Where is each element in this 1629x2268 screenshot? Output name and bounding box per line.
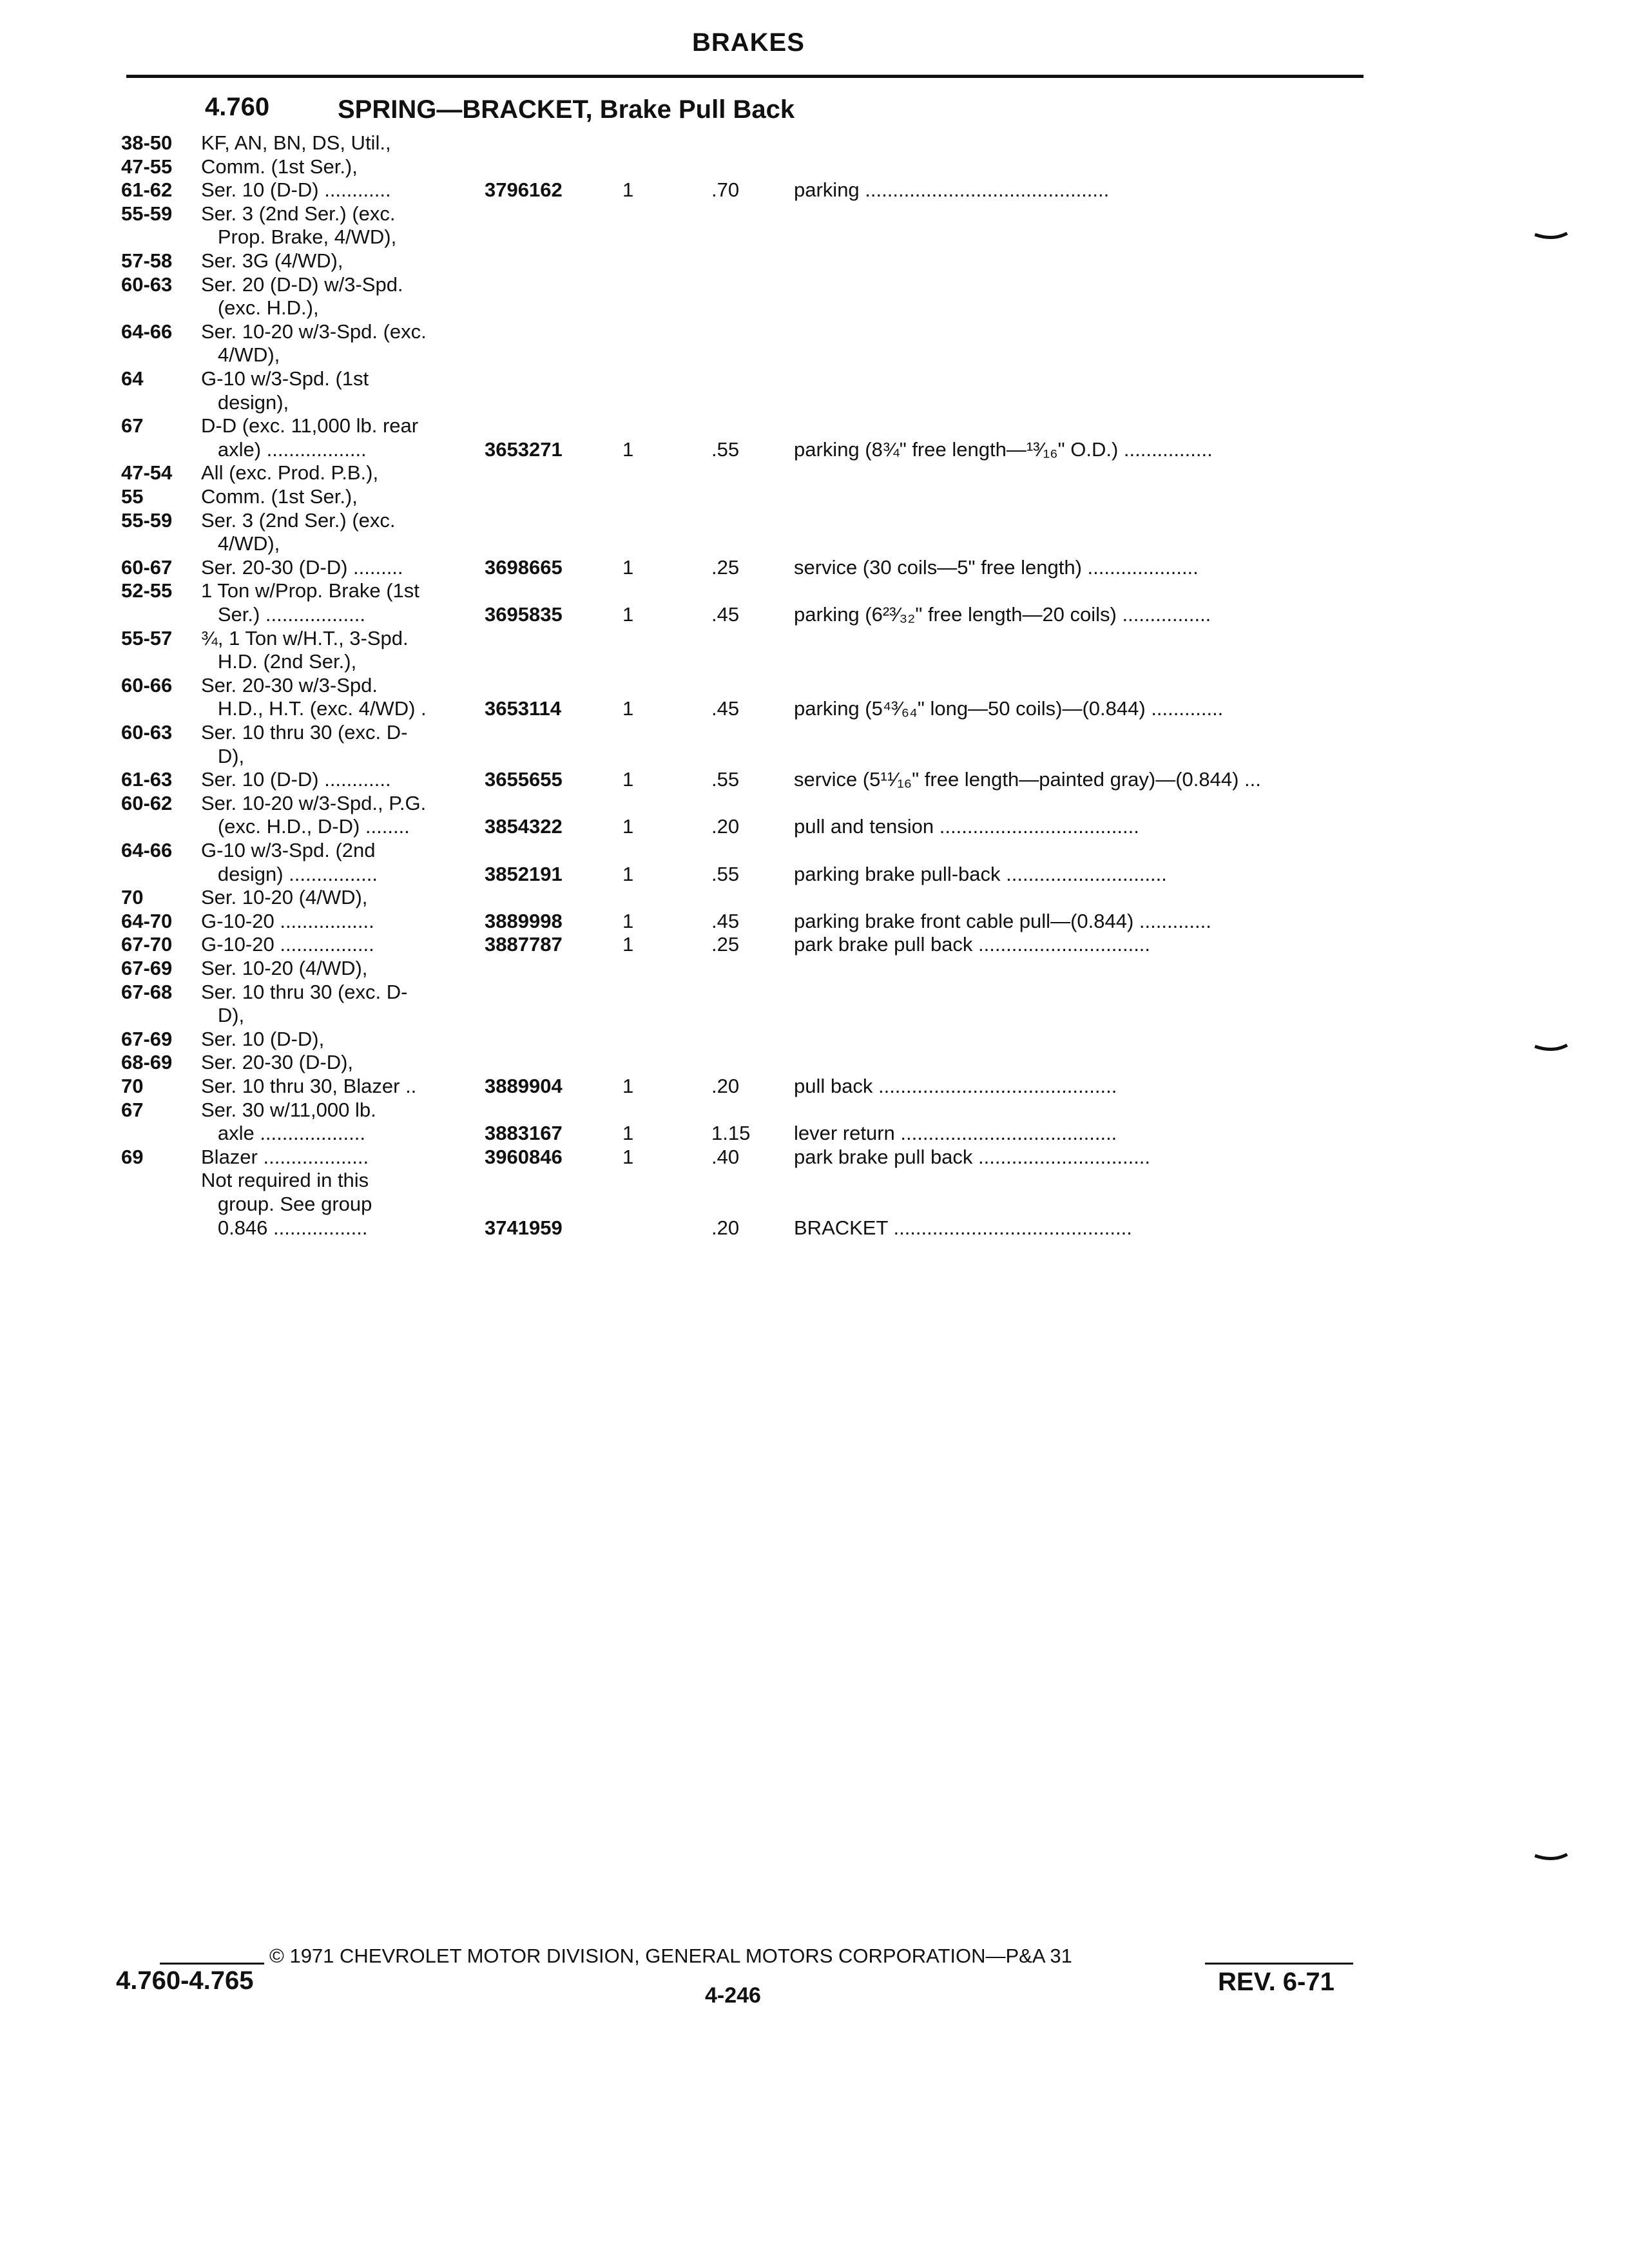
page-header-title: BRAKES — [692, 28, 805, 57]
row-price: .45 — [711, 603, 740, 626]
row-year: 47-55 — [121, 155, 173, 178]
row-application: D), — [201, 745, 245, 767]
section-title: SPRING—BRACKET, Brake Pull Back — [338, 95, 795, 124]
row-quantity: 1 — [622, 603, 634, 626]
row-application: group. See group — [201, 1193, 372, 1215]
row-application: Prop. Brake, 4/WD), — [201, 226, 397, 248]
row-quantity: 1 — [622, 178, 634, 201]
row-year: 55-59 — [121, 202, 173, 225]
row-year: 70 — [121, 1075, 144, 1097]
row-application: (exc. H.D.), — [201, 296, 319, 319]
row-description: parking (8¾" free length—¹³⁄₁₆" O.D.) ................ — [794, 438, 1213, 461]
row-application: (exc. H.D., D-D) ........ — [201, 815, 410, 838]
row-part-number: 3741959 — [485, 1216, 563, 1239]
footer-page-number: 4-246 — [705, 1983, 761, 2008]
row-application: ¾, 1 Ton w/H.T., 3-Spd. — [201, 627, 409, 649]
row-quantity: 1 — [622, 438, 634, 461]
row-application: KF, AN, BN, DS, Util., — [201, 131, 391, 154]
row-application: axle) .................. — [201, 438, 367, 461]
row-part-number: 3854322 — [485, 815, 563, 838]
row-description: service (30 coils—5" free length) .................... — [794, 556, 1199, 579]
row-year: 55-57 — [121, 627, 173, 649]
row-price: .55 — [711, 438, 740, 461]
row-application: Ser. 30 w/11,000 lb. — [201, 1099, 376, 1121]
row-part-number: 3887787 — [485, 933, 563, 956]
row-part-number: 3889998 — [485, 910, 563, 932]
footer-rule-right — [1205, 1963, 1353, 1965]
row-part-number: 3653114 — [485, 697, 561, 720]
footer-revision: REV. 6-71 — [1218, 1968, 1335, 1996]
row-part-number: 3889904 — [485, 1075, 563, 1097]
row-quantity: 1 — [622, 556, 634, 579]
footer-rule-left — [160, 1963, 264, 1965]
row-year: 67 — [121, 1099, 144, 1121]
row-application: Blazer ................... — [201, 1146, 369, 1168]
row-application: Ser. 10 thru 30 (exc. D- — [201, 721, 408, 744]
row-year: 67-69 — [121, 957, 173, 979]
row-year: 68-69 — [121, 1051, 173, 1073]
row-description: BRACKET ........................................... — [794, 1216, 1132, 1239]
row-application: axle ................... — [201, 1122, 365, 1144]
row-description: parking brake front cable pull—(0.844) ............. — [794, 910, 1211, 932]
row-application: Ser. 20-30 (D-D) ......... — [201, 556, 403, 579]
row-quantity: 1 — [622, 697, 634, 720]
row-part-number: 3852191 — [485, 863, 563, 885]
row-quantity: 1 — [622, 933, 634, 956]
row-application: Ser. 10-20 (4/WD), — [201, 886, 368, 908]
row-year: 38-50 — [121, 131, 173, 154]
row-price: .45 — [711, 910, 740, 932]
row-year: 64-66 — [121, 839, 173, 861]
row-year: 67 — [121, 414, 144, 437]
row-application: G-10-20 ................. — [201, 910, 374, 932]
row-part-number: 3796162 — [485, 178, 563, 201]
row-part-number: 3960846 — [485, 1146, 563, 1168]
row-application: D-D (exc. 11,000 lb. rear — [201, 414, 419, 437]
margin-tick-mark — [1534, 1044, 1568, 1054]
row-year: 57-58 — [121, 249, 173, 272]
row-description: service (5¹¹⁄₁₆" free length—painted gray)—(0.844) ... — [794, 768, 1261, 791]
row-application: H.D. (2nd Ser.), — [201, 650, 357, 673]
row-part-number: 3653271 — [485, 438, 563, 461]
row-application: Ser. 10-20 w/3-Spd. (exc. — [201, 320, 427, 343]
row-application: Ser. 3 (2nd Ser.) (exc. — [201, 509, 396, 532]
row-quantity: 1 — [622, 863, 634, 885]
row-quantity: 1 — [622, 1075, 634, 1097]
row-price: .55 — [711, 863, 740, 885]
margin-tick-mark — [1534, 1853, 1568, 1863]
row-year: 67-70 — [121, 933, 173, 956]
row-year: 69 — [121, 1146, 144, 1168]
row-application: Ser. 10 (D-D) ............ — [201, 178, 391, 201]
row-application: G-10-20 ................. — [201, 933, 374, 956]
row-application: Ser. 3 (2nd Ser.) (exc. — [201, 202, 396, 225]
row-application: Ser. 10 (D-D) ............ — [201, 768, 391, 791]
row-year: 60-63 — [121, 721, 173, 744]
row-application: Ser. 10 (D-D), — [201, 1028, 325, 1050]
row-application: Ser. 20-30 (D-D), — [201, 1051, 354, 1073]
row-year: 60-63 — [121, 273, 173, 296]
row-application: Ser. 3G (4/WD), — [201, 249, 343, 272]
row-description: parking (5⁴³⁄₆₄" long—50 coils)—(0.844) ............. — [794, 697, 1224, 720]
row-price: .25 — [711, 933, 740, 956]
row-application: 4/WD), — [201, 343, 280, 366]
row-application: Ser. 20-30 w/3-Spd. — [201, 674, 378, 697]
row-application: Ser. 20 (D-D) w/3-Spd. — [201, 273, 403, 296]
row-year: 61-63 — [121, 768, 173, 791]
row-year: 67-68 — [121, 981, 173, 1003]
row-application: Comm. (1st Ser.), — [201, 155, 358, 178]
row-application: G-10 w/3-Spd. (1st — [201, 367, 369, 390]
row-year: 70 — [121, 886, 144, 908]
row-description: pull and tension .................................... — [794, 815, 1139, 838]
row-year: 60-67 — [121, 556, 173, 579]
row-application: Not required in this — [201, 1169, 369, 1191]
row-application: 4/WD), — [201, 532, 280, 555]
row-price: 1.15 — [711, 1122, 751, 1144]
margin-tick-mark — [1534, 232, 1568, 242]
row-quantity: 1 — [622, 815, 634, 838]
row-price: .20 — [711, 815, 740, 838]
row-application: design) ................ — [201, 863, 378, 885]
row-application: Ser. 10 thru 30, Blazer .. — [201, 1075, 417, 1097]
row-application: Ser. 10-20 (4/WD), — [201, 957, 368, 979]
row-price: .20 — [711, 1216, 740, 1239]
header-rule — [126, 75, 1364, 78]
row-application: Ser. 10 thru 30 (exc. D- — [201, 981, 408, 1003]
row-price: .20 — [711, 1075, 740, 1097]
row-description: parking (6²³⁄₃₂" free length—20 coils) ................ — [794, 603, 1211, 626]
row-year: 52-55 — [121, 579, 173, 602]
row-year: 47-54 — [121, 461, 173, 484]
row-year: 55 — [121, 485, 144, 508]
row-year: 64-70 — [121, 910, 173, 932]
row-price: .55 — [711, 768, 740, 791]
row-part-number: 3698665 — [485, 556, 563, 579]
row-price: .70 — [711, 178, 740, 201]
row-year: 64-66 — [121, 320, 173, 343]
row-part-number: 3695835 — [485, 603, 563, 626]
row-part-number: 3883167 — [485, 1122, 563, 1144]
row-quantity: 1 — [622, 1146, 634, 1168]
row-description: lever return ....................................... — [794, 1122, 1117, 1144]
row-application: G-10 w/3-Spd. (2nd — [201, 839, 376, 861]
row-price: .25 — [711, 556, 740, 579]
row-application: Ser. 10-20 w/3-Spd., P.G. — [201, 792, 427, 814]
row-application: H.D., H.T. (exc. 4/WD) . — [201, 697, 427, 720]
row-price: .40 — [711, 1146, 740, 1168]
row-part-number: 3655655 — [485, 768, 563, 791]
footer-group-range: 4.760-4.765 — [116, 1966, 254, 1995]
row-quantity: 1 — [622, 768, 634, 791]
row-year: 61-62 — [121, 178, 173, 201]
row-application: 0.846 ................. — [201, 1216, 368, 1239]
row-description: pull back ........................................... — [794, 1075, 1117, 1097]
row-application: D), — [201, 1004, 245, 1026]
row-description: parking ............................................ — [794, 178, 1110, 201]
row-price: .45 — [711, 697, 740, 720]
row-year: 60-62 — [121, 792, 173, 814]
row-year: 67-69 — [121, 1028, 173, 1050]
row-description: park brake pull back ............................... — [794, 933, 1151, 956]
footer-copyright: © 1971 CHEVROLET MOTOR DIVISION, GENERAL MOTORS CORPORATION—P&A 31 — [269, 1945, 1072, 1967]
section-number: 4.760 — [205, 93, 270, 121]
row-application: design), — [201, 391, 289, 414]
row-application: All (exc. Prod. P.B.), — [201, 461, 379, 484]
row-application: Comm. (1st Ser.), — [201, 485, 358, 508]
row-quantity: 1 — [622, 1122, 634, 1144]
row-year: 60-66 — [121, 674, 173, 697]
row-description: park brake pull back ............................... — [794, 1146, 1151, 1168]
row-quantity: 1 — [622, 910, 634, 932]
row-application: 1 Ton w/Prop. Brake (1st — [201, 579, 419, 602]
row-year: 55-59 — [121, 509, 173, 532]
row-application: Ser.) .................. — [201, 603, 365, 626]
row-description: parking brake pull-back ............................. — [794, 863, 1167, 885]
row-year: 64 — [121, 367, 144, 390]
